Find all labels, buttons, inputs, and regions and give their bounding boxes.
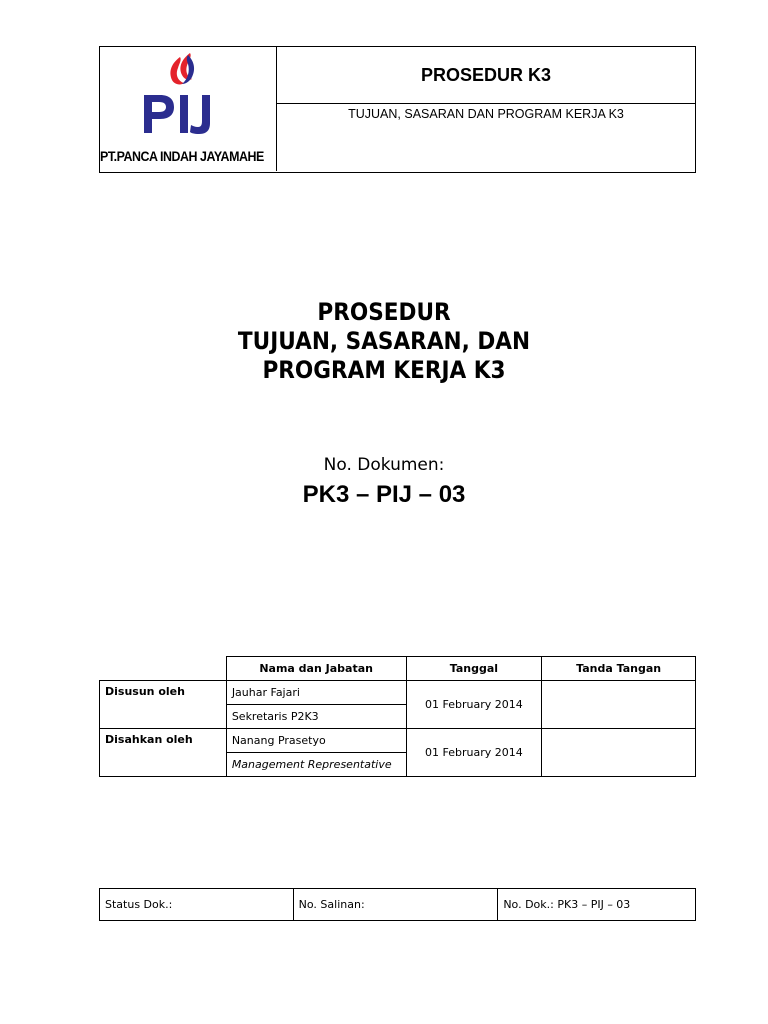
prepared-by-position: Sekretaris P2K3 bbox=[226, 705, 406, 729]
approved-by-position: Management Representative bbox=[226, 753, 406, 777]
main-title-line-3: PROGRAM KERJA K3 bbox=[262, 356, 506, 384]
procedure-subtitle: TUJUAN, SASARAN DAN PROGRAM KERJA K3 bbox=[348, 107, 624, 121]
main-title bbox=[38, 298, 729, 385]
company-name: PT.PANCA INDAH JAYAMAHE bbox=[100, 149, 264, 164]
company-logo bbox=[138, 51, 238, 147]
prepared-by-date: 01 February 2014 bbox=[406, 681, 542, 729]
copy-number: No. Salinan: bbox=[293, 889, 498, 921]
document-status: Status Dok.: bbox=[100, 889, 294, 921]
approved-by-signature bbox=[542, 729, 696, 777]
table-row bbox=[100, 681, 696, 705]
approved-by-date: 01 February 2014 bbox=[406, 729, 542, 777]
logo-cell bbox=[100, 47, 277, 171]
prepared-by-label: Disusun oleh bbox=[100, 681, 227, 729]
document-number: PK3 – PIJ – 03 bbox=[302, 481, 466, 508]
header-signature: Tanda Tangan bbox=[542, 657, 696, 681]
main-title-line-2: TUJUAN, SASARAN, DAN bbox=[237, 327, 531, 355]
document-header bbox=[99, 46, 696, 173]
empty-corner-cell bbox=[100, 657, 227, 681]
header-date: Tanggal bbox=[406, 657, 542, 681]
footer-table bbox=[99, 888, 696, 921]
footer-row bbox=[100, 889, 696, 921]
approval-header-row bbox=[100, 657, 696, 681]
main-title-line-1: PROSEDUR bbox=[317, 298, 451, 326]
procedure-title: PROSEDUR K3 bbox=[277, 47, 695, 104]
approved-by-label: Disahkan oleh bbox=[100, 729, 227, 777]
prepared-by-name: Jauhar Fajari bbox=[226, 681, 406, 705]
table-row bbox=[100, 729, 696, 753]
header-name-position: Nama dan Jabatan bbox=[226, 657, 406, 681]
prepared-by-signature bbox=[542, 681, 696, 729]
document-number-label: No. Dokumen: bbox=[323, 455, 445, 475]
footer-document-number: No. Dok.: PK3 – PIJ – 03 bbox=[498, 889, 696, 921]
approval-table bbox=[99, 656, 696, 777]
approved-by-name: Nanang Prasetyo bbox=[226, 729, 406, 753]
